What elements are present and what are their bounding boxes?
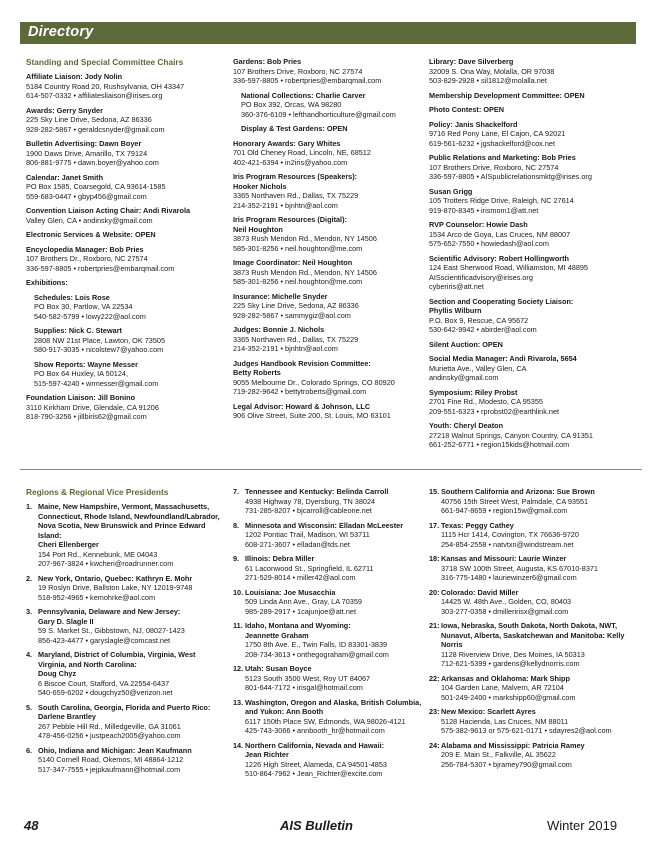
directory-entry <box>241 91 425 120</box>
entry-line: 906 Olive Street, Suite 200, St. Louis, MO 63101 <box>233 411 391 420</box>
region-body <box>38 607 226 645</box>
entry-line: PO Box 1585, Coarsegold, CA 93614-1585 <box>26 182 166 191</box>
entry-line: 928-282-5867 • geraldcsnyder@gmail.com <box>26 124 165 134</box>
region-heading: New York, Ontario, Quebec: Kathryn E. Mohr <box>38 573 193 583</box>
entry-line: PO Box 392, Orcas, WA 98280 <box>241 100 342 109</box>
directory-entry <box>429 57 643 86</box>
region-number: 17. <box>429 520 440 530</box>
directory-entry <box>26 230 226 240</box>
entry-line: Neil Houghton <box>233 224 283 234</box>
region-body <box>441 707 643 736</box>
region-heading: New Mexico: Scarlett Ayres <box>441 707 536 716</box>
region-number: 13. <box>233 697 244 707</box>
region-line: 59 S. Market St., Gibbstown, NJ, 08027-1423 <box>38 626 185 635</box>
region-heading: Iowa, Nebraska, South Dakota, North Dakota, NWT, Nunavut, Alberta, Saskatchewan and Manitoba: Kelly Norris <box>441 621 625 649</box>
directory-entry <box>34 360 226 389</box>
region-entry <box>26 607 226 645</box>
directory-entry <box>34 326 226 355</box>
entry-line: 515-597-4240 • wrmesser@gmail.com <box>34 378 159 388</box>
region-line: 712-621-5399 • gardens@kellydnorris.com <box>441 659 580 668</box>
entry-line: 124 East Sherwood Road, Williamston, MI 48895 <box>429 263 588 272</box>
entry-line: 107 Brothers Drive, Roxboro, NC 27574 <box>429 162 559 172</box>
region-heading: South Carolina, Georgia, Florida and Puerto Rico: Darlene Brantley <box>38 702 211 721</box>
directory-entry <box>429 354 643 383</box>
entry-line: 559-683-0447 • gbyp456@gmail.com <box>26 191 147 201</box>
region-number: 12. <box>233 664 244 673</box>
region-vp-name: Jeannette Graham <box>245 630 309 640</box>
region-line: 19 Roslyn Drive, Ballston Lake, NY 12019-9748 <box>38 583 193 592</box>
region-line: 3718 SW 100th Street, Augusta, KS 67010-8371 <box>441 563 598 573</box>
directory-entry <box>26 106 226 135</box>
issue-label: Winter 2019 <box>547 818 618 833</box>
region-body <box>245 698 425 736</box>
region-body <box>441 588 643 617</box>
entry-heading: Policy: Janis Shackelford <box>429 119 518 129</box>
entry-line: Betty Roberts <box>233 368 281 377</box>
entry-heading: Bulletin Advertising: Dawn Boyer <box>26 139 142 148</box>
entry-line: 32009 S. Ona Way, Molalla, OR 97038 <box>429 66 555 76</box>
entry-line: Phyllis Wilburn <box>429 306 482 315</box>
directory-entry <box>26 206 226 225</box>
region-number: 11. <box>233 621 243 630</box>
region-number: 6. <box>26 745 33 755</box>
entry-line: 503-829-2928 • sil1812@molalla.net <box>429 76 547 85</box>
region-body <box>441 487 643 516</box>
entry-heading: Public Relations and Marketing: Bob Pries <box>429 153 576 162</box>
entry-heading: Supplies: Nick C. Stewart <box>34 326 122 335</box>
section-divider <box>20 469 642 470</box>
region-heading: Colorado: David Miller <box>441 587 519 597</box>
entry-line: 107 Brothers Dr., Roxboro, NC 27574 <box>26 254 148 263</box>
region-heading: Southern California and Arizona: Sue Brown <box>441 487 595 496</box>
entry-heading: Schedules: Lois Rose <box>34 292 110 302</box>
region-heading: Pennsylvania, Delaware and New Jersey: <box>38 607 181 616</box>
directory-entry <box>26 72 226 101</box>
entry-heading: Judges Handbook Revision Committee: <box>233 358 371 368</box>
region-entry <box>26 703 226 741</box>
region-body <box>245 741 425 779</box>
directory-entry <box>241 124 425 134</box>
region-heading: Ohio, Indiana and Michigan: Jean Kaufmann <box>38 745 192 755</box>
entry-line: 402-421-6394 • in2iris@yahoo.com <box>233 157 348 167</box>
region-body <box>245 588 425 617</box>
region-heading: Tennessee and Kentucky: Belinda Carroll <box>245 487 389 496</box>
entry-line: 209-551-6323 • rprobst02@earthlink.net <box>429 406 560 416</box>
region-number: 3. <box>26 607 33 616</box>
directory-entry <box>429 421 643 450</box>
entry-line: 3110 Kirkham Drive, Glendale, CA 91206 <box>26 402 159 412</box>
entry-heading: Silent Auction: OPEN <box>429 339 503 349</box>
directory-entry <box>429 297 643 335</box>
entry-line: 701 Old Cheney Road, Lincoln, NE, 68512 <box>233 148 371 157</box>
region-vp-name: Doug Chyz <box>38 669 77 678</box>
directory-entry <box>233 325 425 354</box>
region-body <box>38 502 226 569</box>
entry-line: 1534 Arco de Goya, Las Cruces, NM 88007 <box>429 229 571 239</box>
entry-heading: Library: Dave Silverberg <box>429 57 514 66</box>
region-line: 575-382-9613 or 575-621-0171 • sdayres2@aol.com <box>441 726 612 735</box>
entry-line: 225 Sky Line Drive, Sedona, AZ 86336 <box>26 115 152 124</box>
entry-heading: Iris Program Resources (Digital): <box>233 215 347 224</box>
region-line: 4938 Highway 78, Dyersburg, TN 38024 <box>245 496 376 506</box>
directory-entry <box>233 57 425 86</box>
entry-line: 2808 NW 21st Place, Lawton, OK 73505 <box>34 335 166 345</box>
entry-heading: Exhibitions: <box>26 278 68 287</box>
region-line: 6 Biscoe Court, Stafford, VA 22554-6437 <box>38 678 170 688</box>
regions-column-3 <box>429 487 643 774</box>
region-entry <box>429 741 643 770</box>
region-body <box>245 521 425 550</box>
directory-entry <box>429 153 643 182</box>
region-body <box>245 487 425 516</box>
regions-column-2 <box>233 487 425 784</box>
region-body <box>441 621 643 669</box>
standing-column-3 <box>429 57 643 455</box>
entry-line: 9055 Melbourne Dr., Colorado Springs, CO 80920 <box>233 377 395 387</box>
entry-heading: RVP Counselor: Howie Dash <box>429 220 528 229</box>
regions-column-1 <box>26 487 226 779</box>
entry-heading: Foundation Liaison: Jill Bonino <box>26 393 136 402</box>
region-body <box>441 674 643 703</box>
region-entry <box>233 741 425 779</box>
region-entry <box>429 554 643 583</box>
region-line: 40756 15th Street West, Palmdale, CA 93551 <box>441 496 589 506</box>
region-line: 104 Garden Lane, Malvern, AR 72104 <box>441 683 564 692</box>
entry-line: AISscientificadvisory@irises.org <box>429 272 533 282</box>
entry-line: 214-352-2191 • bjnhtn@aol.com <box>233 344 338 353</box>
region-entry <box>429 707 643 736</box>
entry-line: 105 Trotters Ridge Drive, Raleigh, NC 27614 <box>429 196 574 205</box>
directory-entry <box>429 105 643 115</box>
entry-heading: Scientific Advisory: Robert Hollingworth <box>429 253 570 263</box>
entry-line: 919-870-8345 • irismom1@att.net <box>429 205 539 215</box>
directory-entry <box>34 293 226 322</box>
region-entry <box>26 746 226 775</box>
entry-heading: Show Reports: Wayne Messer <box>34 359 138 369</box>
region-number: 8. <box>233 520 240 530</box>
region-line: 5123 South 3500 West, Roy UT 84067 <box>245 673 371 683</box>
region-line: 1128 Riverview Drive, Des Moines, IA 50313 <box>441 649 585 659</box>
region-line: 518-952-4965 • kemohrke@aol.com <box>38 592 156 602</box>
region-line: 517-347-7555 • jejpkaufmann@hotmail.com <box>38 764 181 774</box>
region-line: 208-734-3613 • onthegograham@gmail.com <box>245 649 389 659</box>
region-number: 7. <box>233 487 240 496</box>
entry-line: 540-582-5799 • lowy222@aol.com <box>34 311 146 321</box>
region-entry <box>26 502 226 569</box>
entry-line: 9716 Red Pony Lane, El Cajon, CA 92021 <box>429 129 566 138</box>
entry-heading: Symposium: Riley Probst <box>429 387 518 397</box>
entry-line: 3873 Rush Mendon Rd., Mendon, NY 14506 <box>233 234 377 243</box>
region-entry <box>429 588 643 617</box>
region-body <box>245 621 425 659</box>
entry-line: 214-352-2191 • bjnhtn@aol.com <box>233 200 338 210</box>
entry-line: 614-507-0332 • affiliatesliaison@irises.org <box>26 91 163 100</box>
region-body <box>38 650 226 698</box>
region-body <box>441 521 643 550</box>
region-entry <box>233 621 425 659</box>
region-heading: Texas: Peggy Cathey <box>441 520 514 530</box>
region-body <box>38 574 226 603</box>
directory-entry <box>429 254 643 292</box>
entry-line: 3365 Northaven Rd., Dallas, TX 75229 <box>233 334 359 344</box>
directory-entry <box>233 172 425 210</box>
region-entry <box>429 487 643 516</box>
region-line: 510-864-7962 • Jean_Richter@excite.com <box>245 769 383 778</box>
directory-entry <box>429 388 643 417</box>
standing-column-2 <box>233 57 425 426</box>
region-line: 540-659-6202 • dougchyz50@verizon.net <box>38 688 173 697</box>
region-number: 24: <box>429 740 440 750</box>
region-line: 478-456-0256 • justpeach2005@yahoo.com <box>38 731 181 740</box>
region-line: 14425 W. 48th Ave., Golden, CO, 80403 <box>441 597 572 606</box>
region-number: 20: <box>429 587 440 597</box>
region-line: 303-277-0358 • dmilleririsx@gmail.com <box>441 606 569 616</box>
publication-title: AIS Bulletin <box>280 818 353 833</box>
region-entry <box>233 664 425 693</box>
region-line: 501-249-2400 • markshipp60@gmail.com <box>441 692 576 702</box>
region-number: 21: <box>429 621 440 630</box>
regions-section-title: Regions & Regional Vice Presidents <box>26 487 169 497</box>
region-body <box>441 554 643 583</box>
region-number: 4. <box>26 650 33 659</box>
region-heading: Kansas and Missouri: Laurie Winzer <box>441 554 567 563</box>
region-entry <box>233 521 425 550</box>
region-line: 209 E. Main St., Falkville, AL 35622 <box>441 750 556 759</box>
entry-line: 580-917-3035 • nicolstew7@yahoo.com <box>34 345 164 354</box>
directory-entry <box>429 340 643 350</box>
region-line: 6117 150th Place SW, Edmonds, WA 98026-4121 <box>245 716 406 726</box>
entry-line: 661-252-6771 • region15kids@hotmail.com <box>429 440 570 449</box>
standing-column-1 <box>26 57 226 427</box>
directory-entry <box>26 173 226 202</box>
region-number: 23: <box>429 707 440 716</box>
directory-entry <box>429 120 643 149</box>
entry-heading: Susan Grigg <box>429 186 473 196</box>
entry-line: Hooker Nichols <box>233 181 287 191</box>
directory-entry <box>26 278 226 288</box>
region-line: 5128 Hacienda, Las Cruces, NM 88011 <box>441 716 569 726</box>
region-heading: Washington, Oregon and Alaska, British Columbia, and Yukon: Ann Booth <box>245 697 422 716</box>
entry-heading: Insurance: Michelle Snyder <box>233 291 328 301</box>
entry-line: 5184 Country Road 20, Rushsylvania, OH 43347 <box>26 81 185 91</box>
entry-line: 3365 Northaven Rd., Dallas, TX 75229 <box>233 191 359 200</box>
directory-entry <box>26 139 226 168</box>
region-entry <box>233 588 425 617</box>
directory-entry <box>429 220 643 249</box>
entry-heading: Affiliate Liaison: Jody Nolin <box>26 72 123 81</box>
directory-entry <box>26 393 226 422</box>
region-heading: Illinois: Debra Miller <box>245 554 315 563</box>
entry-heading: Photo Contest: OPEN <box>429 105 504 114</box>
entry-line: 336-597-8805 • robertpries@embarqmail.com <box>26 263 175 273</box>
region-entry <box>233 487 425 516</box>
region-vp-name: Cheri Ellenberger <box>38 540 99 549</box>
region-heading: Alabama and Mississippi: Patricia Ramey <box>441 740 585 750</box>
region-number: 15. <box>429 487 440 496</box>
directory-entry <box>233 258 425 287</box>
region-line: 207-967-3824 • kwcheri@roadrunner.com <box>38 559 174 568</box>
entry-heading: Encyclopedia Manager: Bob Pries <box>26 244 144 254</box>
entry-heading: National Collections: Charlie Carver <box>241 90 366 100</box>
entry-heading: Social Media Manager: Andi Rivarola, 5654 <box>429 354 577 363</box>
region-line: 5140 Cornell Road, Okemos, MI 48864-1212 <box>38 755 184 764</box>
entry-heading: Calendar: Janet Smith <box>26 172 104 182</box>
region-body <box>441 741 643 770</box>
entry-heading: Membership Development Committee: OPEN <box>429 90 585 100</box>
region-number: 9. <box>233 554 240 563</box>
standing-section-title: Standing and Special Committee Chairs <box>26 57 184 67</box>
entry-heading: Display & Test Gardens: OPEN <box>241 124 348 133</box>
region-heading: Maine, New Hampshire, Vermont, Massachusetts, Connecticut, Rhode Island, Newfoundland/Labrador, Nova Scotia, New Brunswick and Prince Edward Island: <box>38 502 220 540</box>
region-line: 801-644-7172 • irisgal@hotmail.com <box>245 683 363 692</box>
entry-line: 2701 Fine Rd., Modesto, CA 95355 <box>429 397 543 406</box>
region-body <box>245 554 425 583</box>
region-line: 316-775-1480 • lauriewinzer6@gmail.com <box>441 573 577 582</box>
entry-heading: Honorary Awards: Gary Whites <box>233 138 341 148</box>
region-entry <box>26 574 226 603</box>
entry-heading: Legal Advisor: Howard & Johnson, LLC <box>233 401 371 411</box>
region-body <box>38 746 226 775</box>
region-heading: Louisiana: Joe Musacchia <box>245 587 336 597</box>
entry-heading: Gardens: Bob Pries <box>233 57 302 66</box>
page-number: 48 <box>24 818 39 833</box>
entry-line: Valley Glen, CA • andinsky@gmail.com <box>26 215 153 225</box>
entry-heading: Youth: Cheryl Deaton <box>429 421 504 430</box>
region-line: 425-743-3066 • annbooth_hr@hotmail.com <box>245 726 385 735</box>
entry-heading: Image Coordinator: Neil Houghton <box>233 258 353 267</box>
entry-line: 3873 Rush Mendon Rd., Mendon, NY 14506 <box>233 267 377 277</box>
region-line: 267 Pebble Hill Rd., Milledgeville, GA 31061 <box>38 721 181 731</box>
entry-heading: Section and Cooperating Society Liaison: <box>429 296 574 306</box>
directory-entry <box>233 215 425 253</box>
region-heading: Idaho, Montana and Wyoming: <box>245 621 351 630</box>
region-entry <box>429 621 643 669</box>
region-line: 509 Linda Ann Ave., Gray, LA 70359 <box>245 597 362 606</box>
region-number: 14. <box>233 740 244 750</box>
entry-heading: Judges: Bonnie J. Nichols <box>233 325 325 334</box>
directory-entry <box>429 187 643 216</box>
region-line: 61 Laconwood St., Springfield, IL 62711 <box>245 563 374 573</box>
directory-entry <box>233 292 425 321</box>
directory-entry <box>233 402 425 421</box>
region-heading: Arkansas and Oklahoma: Mark Shipp <box>441 673 570 683</box>
region-number: 2. <box>26 573 33 583</box>
directory-title: Directory <box>28 24 94 40</box>
entry-line: 530-642-9942 • abirder@aol.com <box>429 325 537 334</box>
region-line: 731-285-8207 • bjcarroll@cableone.net <box>245 506 372 515</box>
directory-banner <box>20 22 636 44</box>
entry-line: 360-376-6109 • lefthandhorticulture@gmail.com <box>241 109 396 119</box>
entry-line: 336-597-8805 • AISpublicrelationsmktg@irises.org <box>429 172 592 181</box>
region-vp-name: Gary D. Slagle II <box>38 616 94 626</box>
directory-entry <box>233 139 425 168</box>
entry-line: andinsky@gmail.com <box>429 373 499 382</box>
region-line: 1115 Hcr 1414, Covington, TX 76636-9720 <box>441 530 579 539</box>
region-vp-name: Jean Richter <box>245 750 289 759</box>
entry-line: Murietta Ave., Valley Glen, CA <box>429 363 527 373</box>
entry-line: cyberiris@att.net <box>429 282 484 291</box>
entry-line: 1900 Daws Drive, Amarillo, TX 79124 <box>26 148 148 158</box>
region-entry <box>429 521 643 550</box>
entry-line: 619-561-6232 • jgshackelford@cox.net <box>429 138 555 148</box>
region-line: 856-423-4477 • garyslagle@comcast.net <box>38 635 171 645</box>
region-heading: Northern California, Nevada and Hawaii: <box>245 740 385 750</box>
directory-entry <box>233 359 425 397</box>
entry-heading: Electronic Services & Website: OPEN <box>26 230 156 239</box>
region-number: 1. <box>26 502 33 511</box>
region-line: 271-529-8014 • miller42@aol.com <box>245 573 356 582</box>
entry-heading: Awards: Gerry Snyder <box>26 105 103 115</box>
region-body <box>245 664 425 693</box>
entry-heading: Iris Program Resources (Speakers): <box>233 172 358 181</box>
region-line: 661-947-8659 • region15w@gmail.com <box>441 506 568 515</box>
directory-entry <box>429 91 643 101</box>
entry-line: 575-652-7550 • howiedash@aol.com <box>429 239 549 248</box>
entry-line: 27218 Walnut Springs, Canyon Country, CA 91351 <box>429 430 593 440</box>
region-line: 254-854-2558 • natvtxn@windstream.net <box>441 539 574 549</box>
entry-line: 585-301-8256 • neil.houghton@me.com <box>233 243 363 253</box>
region-entry <box>429 674 643 703</box>
entry-line: PO Box 64 Huxley, IA 50124, <box>34 369 128 378</box>
region-entry <box>26 650 226 698</box>
region-entry <box>233 554 425 583</box>
entry-line: 928-282-5867 • sammygiz@aol.com <box>233 310 351 320</box>
region-heading: Maryland, District of Columbia, Virginia, West Virginia, and North Carolina: <box>38 650 196 669</box>
entry-line: 806-881-9775 • dawn.boyer@yahoo.com <box>26 158 159 167</box>
region-line: 154 Port Rd., Kennebunk, ME 04043 <box>38 549 158 559</box>
region-line: 985-289-2917 • 1cajunjoe@att.net <box>245 606 356 616</box>
region-body <box>38 703 226 741</box>
region-line: 608-271-3607 • elladan@tds.net <box>245 539 350 549</box>
entry-line: 107 Brothers Drive, Roxboro, NC 27574 <box>233 66 363 76</box>
region-number: 18: <box>429 554 440 563</box>
entry-line: 585-301-8256 • neil.houghton@me.com <box>233 277 363 286</box>
region-number: 22: <box>429 673 440 683</box>
region-heading: Utah: Susan Boyce <box>245 664 312 673</box>
region-line: 256-784-5307 • bjramey790@gmail.com <box>441 759 572 769</box>
entry-line: 225 Sky Line Drive, Sedona, AZ 86336 <box>233 301 359 310</box>
entry-line: 818-790-3256 • jillbiris62@gmail.com <box>26 412 147 421</box>
region-line: 1226 High Street, Alameda, CA 94501-4853 <box>245 759 387 769</box>
region-line: 1750 8th Ave. E., Twin Falls, ID 83301-3839 <box>245 640 388 649</box>
entry-line: PO Box 30, Partlow, VA 22534 <box>34 302 133 311</box>
region-line: 1202 Pontiac Trail, Madison, WI 53711 <box>245 530 370 539</box>
region-heading: Minnesota and Wisconsin: Elladan McLeester <box>245 520 404 530</box>
entry-line: 719-282-9642 • bettytroberts@gmail.com <box>233 387 367 396</box>
entry-line: 336-597-8805 • robertpries@embarqmail.com <box>233 76 382 85</box>
directory-entry <box>26 245 226 274</box>
entry-line: P.O. Box 9, Rescue, CA 95672 <box>429 315 529 325</box>
region-number: 5. <box>26 702 33 712</box>
region-number: 10. <box>233 587 244 597</box>
region-entry <box>233 698 425 736</box>
entry-heading: Convention Liaison Acting Chair: Andi Rivarola <box>26 206 191 215</box>
